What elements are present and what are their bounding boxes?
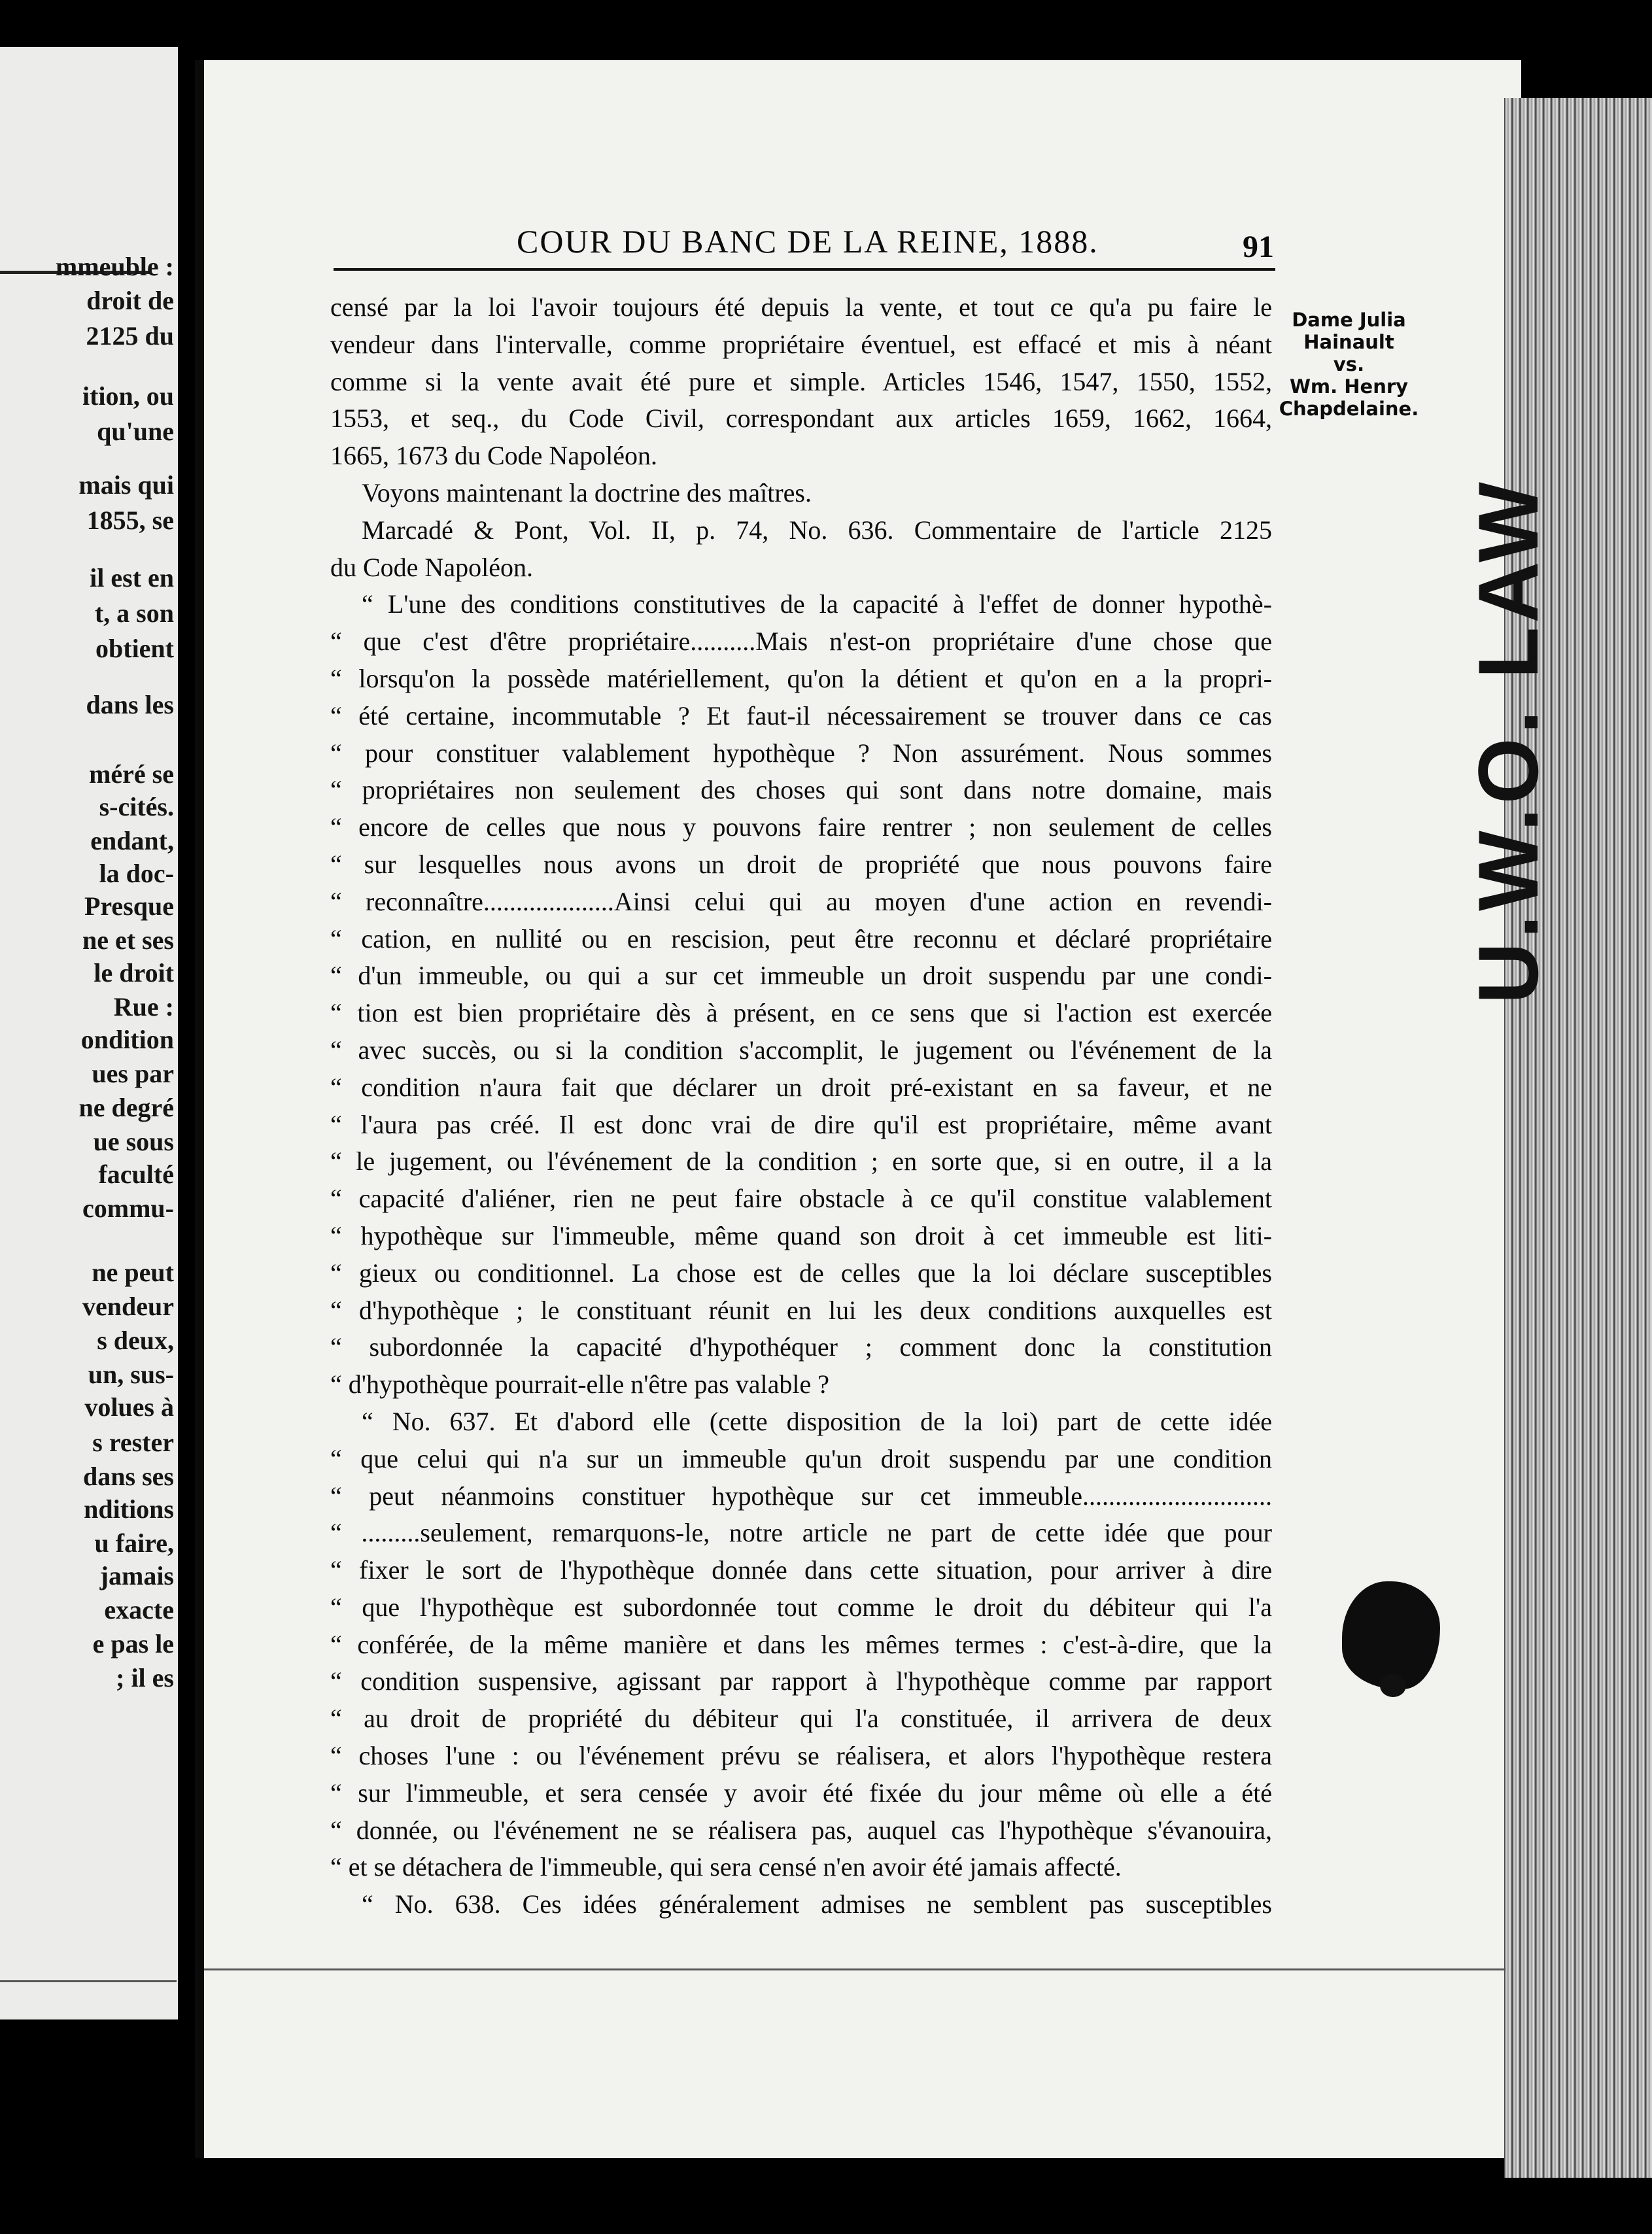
left-page-fragment: faculté — [98, 1160, 174, 1189]
body-line: “ au droit de propriété du débiteur qui l'a constituée, il arrivera de deux — [330, 1704, 1272, 1734]
left-page-fragment: exacte — [104, 1595, 174, 1624]
left-page-fragment: droit de — [86, 286, 174, 315]
left-page-fragment: commu- — [82, 1194, 174, 1223]
body-line: “ L'une des conditions constitutives de la capacité à l'effet de donner hypothè- — [362, 589, 1272, 619]
left-page-fragment: jamais — [99, 1561, 174, 1590]
body-line: “ subordonnée la capacité d'hypothéquer ; comment donc la constitution — [330, 1332, 1272, 1362]
left-page-fragment: 2125 du — [86, 321, 174, 351]
body-line: “ l'aura pas créé. Il est donc vrai de dire qu'il est propriétaire, même avant — [330, 1109, 1272, 1139]
margin-note-line: vs. — [1333, 353, 1365, 375]
left-page-fragment: volues à — [84, 1392, 174, 1422]
left-page-fragment: e pas le — [92, 1629, 174, 1658]
body-line: “ cation, en nullité ou en rescision, peut être reconnu et déclaré propriétaire — [330, 923, 1272, 954]
left-page-fragment: ue sous — [93, 1127, 174, 1156]
left-page-fragment: ; il es — [116, 1663, 174, 1693]
left-page-fragment: qu'une — [97, 417, 174, 446]
body-line: “ avec succès, ou si la condition s'accomplit, le jugement ou l'événement de la — [330, 1035, 1272, 1065]
body-line: “ choses l'une : ou l'événement prévu se réalisera, et alors l'hypothèque restera — [330, 1741, 1272, 1771]
body-line: “ sur lesquelles nous avons un droit de propriété que nous pouvons faire — [330, 849, 1272, 879]
body-line: “ encore de celles que nous y pouvons faire rentrer ; non seulement de celles — [330, 812, 1272, 842]
body-line: du Code Napoléon. — [330, 552, 533, 582]
body-line: censé par la loi l'avoir toujours été depuis la vente, et tout ce qu'a pu faire le — [330, 292, 1272, 322]
left-page-fragment: vendeur — [82, 1292, 174, 1321]
left-page-fragment: un, sus- — [88, 1360, 174, 1389]
left-page-fragment: ne et ses — [82, 925, 174, 955]
left-page-fragment: le droit — [94, 958, 174, 988]
header-rule — [334, 268, 1275, 271]
left-page-fragment: ne peut — [92, 1258, 174, 1287]
page-edges — [1504, 98, 1652, 2178]
body-line: “ capacité d'aliéner, rien ne peut faire obstacle à ce qu'il constitue valablement — [330, 1184, 1272, 1214]
body-line: 1665, 1673 du Code Napoléon. — [330, 441, 657, 471]
left-page-fragment: la doc- — [99, 859, 174, 888]
left-page-fragment: ondition — [80, 1025, 174, 1054]
body-line: “ que celui qui n'a sur un immeuble qu'un droit suspendu par une condition — [330, 1443, 1272, 1473]
left-page-fragment: ues par — [92, 1059, 174, 1088]
body-line: “ fixer le sort de l'hypothèque donnée dans cette situation, pour arriver à dire — [330, 1555, 1272, 1585]
left-page-fragment: obtient — [95, 634, 174, 663]
left-page-fragment: mais qui — [78, 470, 174, 500]
left-page-fragment: dans les — [86, 690, 174, 719]
body-text — [330, 289, 1272, 1923]
bottom-rule — [204, 1968, 1506, 1970]
left-facing-page — [0, 47, 178, 2019]
margin-note-line: Wm. Henry — [1289, 375, 1409, 398]
body-line: “ d'hypothèque ; le constituant réunit en lui les deux conditions auxquelles est — [330, 1295, 1272, 1325]
margin-note — [1279, 309, 1419, 420]
body-line: “ tion est bien propriétaire dès à présent, en ce sens que si l'action est exercée — [330, 998, 1272, 1028]
left-page-fragment: dans ses — [83, 1462, 174, 1491]
body-line: “ que c'est d'être propriétaire..........Mais n'est-on propriétaire d'une chose que — [330, 627, 1272, 657]
margin-note-line: Dame Julia — [1292, 309, 1406, 331]
left-page-fragment: ne degré — [78, 1093, 174, 1122]
body-line: vendeur dans l'intervalle, comme propriétaire éventuel, est effacé et mis à néant — [330, 329, 1272, 359]
left-page-fragment: nditions — [84, 1494, 174, 1524]
body-line: Marcadé & Pont, Vol. II, p. 74, No. 636. Commentaire de l'article 2125 — [362, 515, 1272, 545]
left-page-fragment: s rester — [92, 1428, 174, 1457]
margin-note-line: Hainault — [1303, 331, 1394, 353]
edge-stamp — [1459, 860, 1557, 1004]
body-line: “ .........seulement, remarquons-le, notre article ne part de cette idée que pour — [330, 1518, 1272, 1548]
body-line: “ gieux ou conditionnel. La chose est de celles que la loi déclare susceptibles — [330, 1258, 1272, 1288]
body-line: “ No. 637. Et d'abord elle (cette disposition de la loi) part de cette idée — [362, 1406, 1272, 1436]
body-line: “ sur l'immeuble, et sera censée y avoir été fixée du jour même où elle a été — [330, 1778, 1272, 1808]
left-page-fragment: 1855, se — [86, 506, 174, 535]
body-line: “ été certaine, incommutable ? Et faut-il nécessairement se trouver dans ce cas — [330, 700, 1272, 730]
body-line: “ condition suspensive, agissant par rapport à l'hypothèque comme par rapport — [330, 1666, 1272, 1696]
body-line: “ donnée, ou l'événement ne se réalisera pas, auquel cas l'hypothèque s'évanouira, — [330, 1815, 1272, 1845]
body-line: “ propriétaires non seulement des choses qui sont dans notre domaine, mais — [330, 775, 1272, 805]
bottom-rule-left — [0, 1980, 177, 1982]
body-line: “ hypothèque sur l'immeuble, même quand son droit à cet immeuble est liti- — [330, 1220, 1272, 1250]
body-line: “ condition n'aura fait que déclarer un droit pré-existant en sa faveur, et ne — [330, 1072, 1272, 1102]
left-page-fragment: il est en — [90, 563, 174, 593]
left-page-fragment: Rue : — [113, 992, 174, 1022]
page-number: 91 — [1243, 230, 1274, 264]
body-line: Voyons maintenant la doctrine des maîtres. — [362, 477, 812, 507]
body-line: “ et se détachera de l'immeuble, qui sera censé n'en avoir été jamais affecté. — [330, 1852, 1122, 1882]
left-page-fragment: s deux, — [97, 1326, 174, 1355]
body-line: “ reconnaître....................Ainsi celui qui au moyen d'une action en revendi- — [330, 886, 1272, 916]
body-line: “ peut néanmoins constituer hypothèque sur cet immeuble............................. — [330, 1481, 1272, 1511]
left-page-fragment: s-cités. — [99, 792, 174, 821]
body-line: “ conférée, de la même manière et dans les mêmes termes : c'est-à-dire, que la — [330, 1629, 1272, 1659]
body-line: “ d'un immeuble, ou qui a sur cet immeuble un droit suspendu par une condi- — [330, 961, 1272, 991]
body-line: “ d'hypothèque pourrait-elle n'être pas valable ? — [330, 1369, 829, 1400]
body-line: 1553, et seq., du Code Civil, correspondant aux articles 1659, 1662, 1664, — [330, 404, 1272, 434]
body-line: “ lorsqu'on la possède matériellement, qu'on la détient et qu'on en a la propri- — [330, 663, 1272, 693]
body-line: “ No. 638. Ces idées généralement admises ne semblent pas susceptibles — [362, 1889, 1272, 1919]
body-line: “ le jugement, ou l'événement de la condition ; en sorte que, si en outre, il a la — [330, 1146, 1272, 1177]
running-title: COUR DU BANC DE LA REINE, 1888. — [517, 223, 1099, 260]
left-page-fragment: ition, ou — [82, 381, 174, 411]
left-page-fragment: t, a son — [94, 598, 174, 628]
body-line: comme si la vente avait été pure et simple. Articles 1546, 1547, 1550, 1552, — [330, 366, 1272, 396]
left-page-fragment: Presque — [84, 891, 174, 921]
left-page-fragment: u faire, — [94, 1528, 174, 1558]
left-page-fragment: endant, — [90, 826, 174, 855]
left-page-fragment: mmeuble : — [55, 252, 174, 281]
ink-blot-small — [1380, 1674, 1406, 1697]
margin-note-line: Chapdelaine. — [1279, 398, 1419, 420]
left-page-fragment: méré se — [89, 759, 174, 789]
body-line: “ que l'hypothèque est subordonnée tout comme le droit du débiteur qui l'a — [330, 1592, 1272, 1622]
ink-blot — [1342, 1581, 1440, 1689]
body-line: “ pour constituer valablement hypothèque ? Non assurément. Nous sommes — [330, 738, 1272, 768]
